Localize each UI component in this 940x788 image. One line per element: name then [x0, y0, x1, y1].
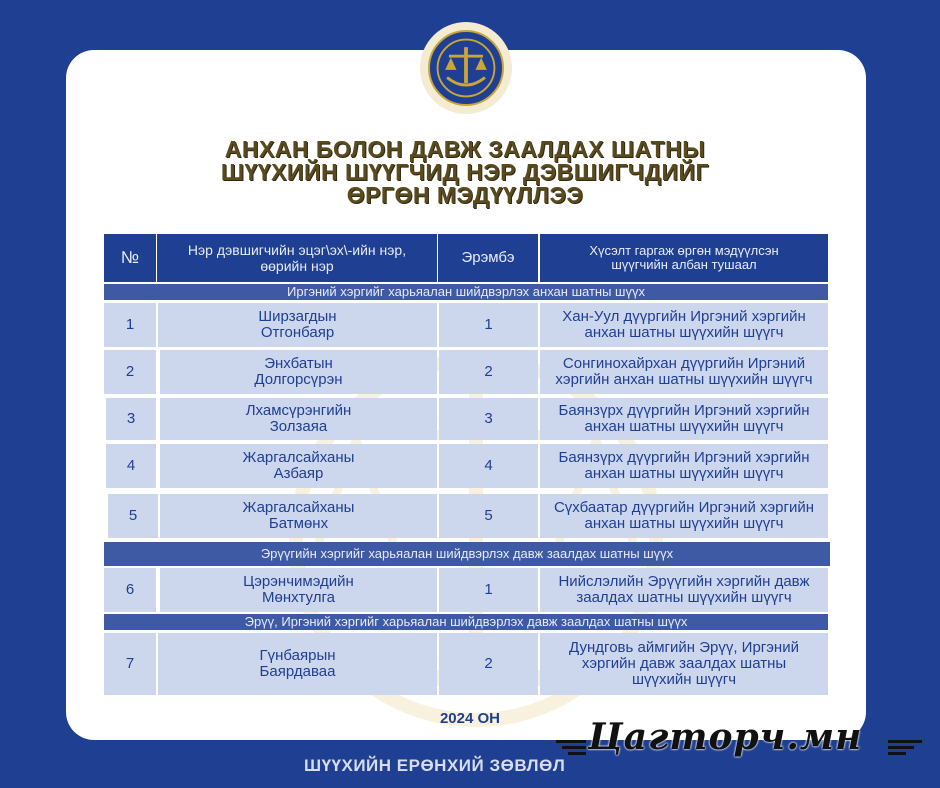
- row-1-number: 1: [104, 303, 156, 347]
- header-position: Хүсэлт гаргаж өргөн мэдүүлсэн шүүгчийн албан тушаал: [540, 234, 828, 282]
- row-7-name-given: Баярдаваа: [259, 663, 336, 680]
- row-3-name-given: Золзаяа: [269, 418, 328, 435]
- title-line-3: ӨРГӨН МЭДҮҮЛЛЭЭ: [346, 182, 584, 208]
- row-7-position: Дундговь аймгийн Эрүү, Иргэний хэргийн давж заалдах шатны шүүхийн шүүгч: [540, 633, 828, 695]
- row-4-name-patronymic: Жаргалсайханы: [242, 449, 355, 466]
- row-2-name: [160, 350, 437, 394]
- row-6-rank: 1: [439, 568, 538, 612]
- row-4-number: 4: [106, 444, 156, 488]
- brand-left-wing-icon: [556, 736, 586, 758]
- row-4-rank: 4: [439, 444, 538, 488]
- row-5-name: [160, 494, 437, 538]
- row-6-number: 6: [104, 568, 156, 612]
- header-rank: Эрэмбэ: [438, 234, 538, 282]
- row-5-name-patronymic: Жаргалсайханы: [242, 499, 355, 516]
- row-1-name-patronymic: Ширзагдын: [258, 308, 337, 325]
- brand-right-wing-icon: [888, 736, 922, 758]
- section-band-mixed-appeal: Эрүү, Иргэний хэргийг харьяалан шийдвэрлэх давж заалдах шатны шүүх: [104, 614, 828, 630]
- row-7-name-patronymic: Гүнбаярын: [259, 647, 336, 664]
- council-name: ШҮҮХИЙН ЕРӨНХИЙ ЗӨВЛӨЛ: [304, 756, 566, 775]
- title-line-2: ШҮҮХИЙН ШҮҮГЧИД НЭР ДЭВШИГЧДИЙГ: [220, 159, 710, 185]
- row-6-position: Нийслэлийн Эрүүгийн хэргийн давж заалдах шатны шүүхийн шүүгч: [540, 568, 828, 612]
- row-1-position: Хан-Уул дүүргийн Иргэний хэргийн анхан шатны шүүхийн шүүгч: [540, 303, 828, 347]
- row-5-rank: 5: [439, 494, 538, 538]
- row-5-name-given: Батмөнх: [268, 515, 329, 532]
- row-6-name: [160, 568, 437, 612]
- row-1-name: [158, 303, 437, 347]
- row-2-name-given: Долгорсүрэн: [254, 371, 343, 388]
- header-number: №: [104, 234, 156, 282]
- row-3-name: [160, 398, 437, 440]
- court-emblem-icon: [428, 30, 504, 106]
- header-name: Нэр дэвшигчийн эцэг\эх\-ийн нэр, өөрийн нэр: [157, 234, 437, 282]
- row-2-rank: 2: [439, 350, 538, 394]
- row-4-position: Баянзүрх дүүргийн Иргэний хэргийн анхан шатны шүүхийн шүүгч: [540, 444, 828, 488]
- row-7-name: [158, 633, 437, 695]
- row-3-name-patronymic: Лхамсүрэнгийн: [245, 402, 352, 419]
- row-1-rank: 1: [439, 303, 538, 347]
- row-4-name: [160, 444, 437, 488]
- row-3-number: 3: [106, 398, 156, 440]
- row-2-name-patronymic: Энхбатын: [264, 355, 333, 372]
- row-3-rank: 3: [439, 398, 538, 440]
- title-line-1: АНХАН БОЛОН ДАВЖ ЗААЛДАХ ШАТНЫ: [224, 136, 706, 162]
- row-5-position: Сүхбаатар дүүргийн Иргэний хэргийн анхан шатны шүүхийн шүүгч: [540, 494, 828, 538]
- row-2-position: Сонгинохайрхан дүүргийн Иргэний хэргийн анхан шатны шүүхийн шүүгч: [540, 350, 828, 394]
- row-3-position: Баянзүрх дүүргийн Иргэний хэргийн анхан шатны шүүхийн шүүгч: [540, 398, 828, 440]
- row-7-rank: 2: [439, 633, 538, 695]
- row-6-name-patronymic: Цэрэнчимэдийн: [243, 573, 354, 590]
- page-title: [100, 138, 830, 207]
- row-7-number: 7: [104, 633, 156, 695]
- section-band-criminal-appeal: Эрүүгийн хэргийг харьяалан шийдвэрлэх давж заалдах шатны шүүх: [104, 542, 830, 566]
- row-2-number: 2: [104, 350, 156, 394]
- row-6-name-given: Мөнхтулга: [262, 589, 335, 606]
- row-4-name-given: Азбаяр: [273, 465, 324, 482]
- row-1-name-given: Отгонбаяр: [260, 324, 335, 341]
- row-5-number: 5: [108, 494, 158, 538]
- brand-logo-text: Цагторч.мн: [588, 716, 863, 758]
- section-band-civil-first-instance: Иргэний хэргийг харьяалан шийдвэрлэх анхан шатны шүүх: [104, 284, 828, 300]
- footer-year: 2024 ОН: [439, 710, 501, 727]
